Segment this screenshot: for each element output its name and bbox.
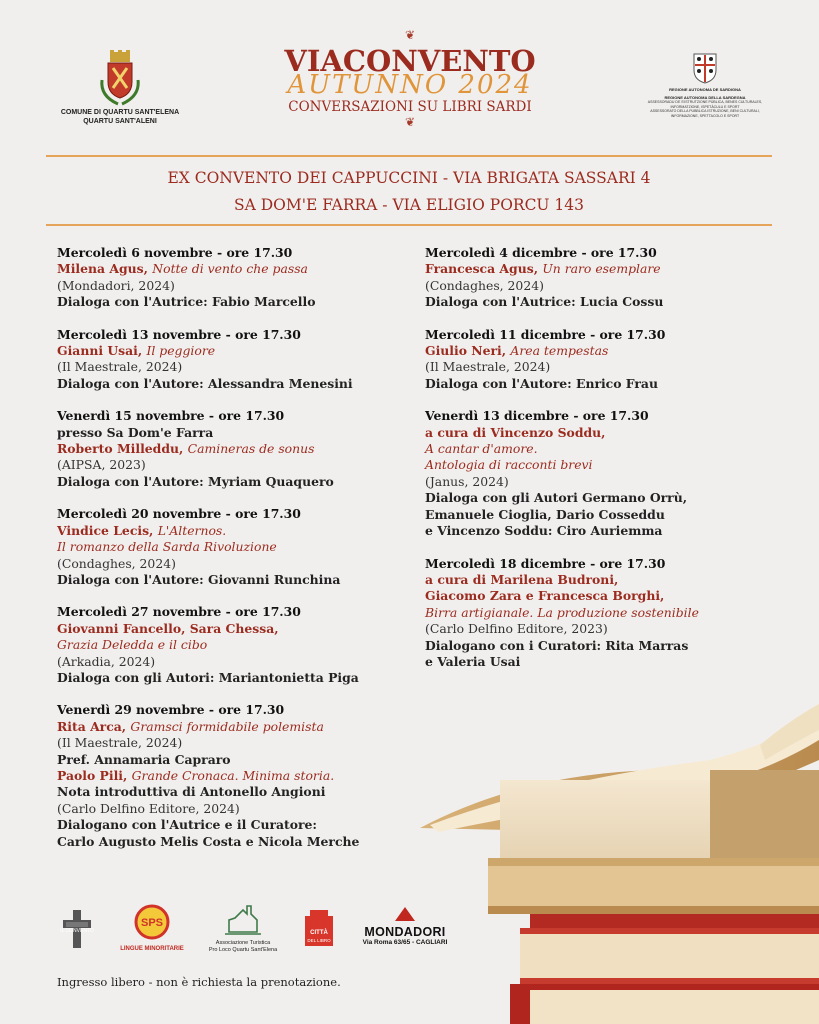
events-column-november [57, 245, 417, 866]
event-dialogue: Nota introduttiva di Antonello Angioni [57, 784, 326, 800]
event-subtitle: CONVERSAZIONI SU LIBRI SARDI [288, 99, 532, 115]
event-dialogue: Dialoga con l'Autrice: Lucia Cossu [425, 294, 664, 310]
event-entry [425, 408, 765, 539]
proloco-text-2: Pro Loco Quartu Sant'Elena [208, 947, 278, 953]
event-book-title: Antologia di racconti brevi [425, 457, 593, 473]
event-author: Giulio Neri, [425, 343, 511, 359]
municipality-logo [60, 50, 180, 126]
lingue-minoritarie-logo [117, 902, 187, 953]
event-author: Gianni Usai, [57, 343, 147, 359]
divider-bottom [46, 224, 772, 226]
event-author: Roberto Milleddu, [57, 441, 188, 457]
ornament-top-icon: ❦ [404, 28, 416, 42]
mondadori-address: Via Roma 63/65 - CAGLIARI [362, 939, 448, 946]
event-dialogue: Dialoga con l'Autore: Enrico Frau [425, 375, 658, 391]
event-date: Mercoledì 18 dicembre - ore 17.30 [425, 555, 666, 571]
event-book-line [425, 441, 765, 457]
event-entry [425, 327, 765, 393]
coat-of-arms-icon [98, 50, 142, 108]
event-entry [425, 556, 765, 671]
event-publisher: (Condaghes, 2024) [57, 555, 176, 571]
proloco-text-1: Associazione Turistica [215, 940, 271, 946]
event-entry [57, 327, 417, 393]
event-publisher: (Carlo Delfino Editore, 2023) [425, 621, 608, 637]
event-book-title: Grazia Deledda e il cibo [57, 637, 208, 653]
event-date: Mercoledì 6 novembre - ore 17.30 [57, 245, 293, 260]
event-book-line [425, 425, 765, 441]
venue-line-2: SA DOM'E FARRA - VIA ELIGIO PORCU 143 [233, 196, 585, 214]
event-book-line [57, 523, 417, 539]
event-author: Giacomo Zara e Francesca Borghi, [425, 588, 665, 604]
event-book-line [57, 768, 417, 784]
convento-logo [57, 910, 97, 935]
event-dialogue: Carlo Augusto Melis Costa e Nicola Merche [57, 833, 360, 849]
event-entry [57, 506, 417, 588]
lingue-badge-text: SPS [140, 917, 164, 929]
ornament-bottom-icon: ❦ [404, 115, 416, 129]
region-shield-icon [692, 52, 718, 84]
event-date: Mercoledì 4 dicembre - ore 17.30 [425, 245, 657, 260]
event-author: Milena Agus, [57, 261, 153, 277]
event-date: Mercoledì 11 dicembre - ore 17.30 [425, 326, 666, 342]
events-column-december [425, 245, 765, 686]
event-date: Mercoledì 27 novembre - ore 17.30 [57, 604, 301, 620]
mondadori-logo [353, 906, 457, 946]
event-publisher: (Arkadia, 2024) [57, 653, 156, 669]
masthead [230, 28, 590, 129]
citta-del-libro-logo [301, 908, 337, 944]
event-publisher: (Janus, 2024) [425, 473, 509, 489]
partner-logos [55, 902, 475, 962]
event-publisher: (Il Maestrale, 2024) [57, 359, 183, 375]
event-book-line [57, 719, 417, 735]
venue-line-1: EX CONVENTO DEI CAPPUCCINI - VIA BRIGATA SASSARI 4 [167, 169, 651, 187]
event-author: Paolo Pili, [57, 767, 132, 783]
event-dialogue: e Vincenzo Soddu: Ciro Auriemma [425, 523, 663, 539]
event-publisher: (Carlo Delfino Editore, 2024) [57, 800, 240, 816]
event-entry [57, 604, 417, 686]
event-author: Vindice Lecis, [57, 522, 158, 538]
event-book-line [57, 261, 417, 277]
event-book-title: Camineras de sonus [187, 441, 315, 457]
region-logo [640, 52, 770, 118]
event-book-title: Area tempestas [510, 343, 609, 359]
event-dialogue: Dialoga con l'Autore: Myriam Quaquero [57, 473, 334, 489]
event-dialogue: Dialoga con gli Autori Germano Orrù, [425, 490, 688, 506]
municipality-name: COMUNE DI QUARTU SANT'ELENA [60, 109, 180, 116]
event-date: Venerdì 15 novembre - ore 17.30 [57, 408, 285, 424]
lingue-logo-text: LINGUE MINORITARIE [120, 946, 184, 952]
lingue-badge-icon [130, 902, 174, 942]
event-dialogue: Dialoga con l'Autore: Giovanni Runchina [57, 571, 341, 587]
event-book-line [57, 621, 417, 637]
event-dialogue: presso Sa Dom'e Farra [57, 424, 214, 440]
event-author: Giovanni Fancello, Sara Chessa, [57, 620, 279, 636]
event-book-title: Birra artigianale. La produzione sostenibile [425, 604, 699, 620]
event-entry [425, 245, 765, 311]
event-book-line [425, 343, 765, 359]
event-dialogue: Dialoga con l'Autrice: Fabio Marcello [57, 294, 316, 310]
event-book-line [425, 605, 765, 621]
event-season: AUTUNNO 2024 [287, 70, 533, 100]
event-publisher: (Condaghes, 2024) [425, 277, 544, 293]
event-book-title: Notte di vento che passa [152, 261, 308, 277]
citta-text-2: DEL LIBRO [307, 938, 331, 943]
event-author: Francesca Agus, [425, 261, 543, 277]
event-book-line [425, 457, 765, 473]
event-book-line [57, 343, 417, 359]
event-book-line [57, 539, 417, 555]
event-title: VIACONVENTO [284, 44, 536, 78]
mondadori-name: MONDADORI [364, 925, 446, 939]
event-author: a cura di Vincenzo Soddu, [425, 424, 606, 440]
event-date: Mercoledì 20 novembre - ore 17.30 [57, 506, 301, 522]
event-dialogue: Dialogano con l'Autrice e il Curatore: [57, 817, 318, 833]
proloco-logo [197, 902, 289, 954]
event-dialogue: Dialoga con l'Autore: Alessandra Menesini [57, 375, 353, 391]
event-book-title: Gramsci formidabile polemista [130, 718, 324, 734]
event-book-line [425, 572, 765, 588]
event-date: Venerdì 29 novembre - ore 17.30 [57, 702, 285, 718]
convento-logo-text: IL CONVENTO [60, 928, 94, 934]
event-book-title: Un raro esemplare [542, 261, 661, 277]
event-entry [57, 408, 417, 490]
event-dialogue: Pref. Annamaria Capraro [57, 751, 231, 767]
event-publisher: (Il Maestrale, 2024) [57, 735, 183, 751]
region-dept-sardinian: ASSESSORADU DE S'ISTRUTZIONE PÙBLICA, BENES CULTURALES, INFORMATZIONE, ISPETÀCULU E SPORT [647, 100, 763, 109]
books-stack-illustration [410, 700, 819, 1024]
event-book-line [425, 261, 765, 277]
region-dept: ASSESSORATO DELLA PUBBLICA ISTRUZIONE, BENI CULTURALI, INFORMAZIONE, SPETTACOLO E SPORT [650, 109, 760, 118]
divider-top [46, 155, 772, 157]
footer-note: Ingresso libero - non è richiesta la prenotazione. [57, 975, 341, 989]
event-date: Venerdì 13 dicembre - ore 17.30 [425, 408, 649, 424]
event-author: a cura di Marilena Budroni, [425, 571, 619, 587]
event-book-line [57, 441, 417, 457]
event-dialogue: e Valeria Usai [425, 653, 521, 669]
event-book-title: A cantar d'amore. [425, 441, 538, 457]
event-dialogue: Emanuele Cioglia, Dario Cosseddu [425, 506, 665, 522]
event-entry [57, 702, 417, 850]
region-name: REGIONE AUTONOMA DELLA SARDEGNA [664, 95, 746, 100]
citta-text-1: CITTÀ [310, 930, 328, 936]
event-book-title: L'Alternos. [157, 522, 227, 538]
mondadori-rose-icon [395, 907, 415, 921]
event-publisher: (Il Maestrale, 2024) [425, 359, 551, 375]
event-book-title: Il romanzo della Sarda Rivoluzione [57, 539, 277, 555]
event-dialogue: Dialogano con i Curatori: Rita Marras [425, 637, 689, 653]
event-book-line [57, 637, 417, 653]
event-dialogue: Dialoga con gli Autori: Mariantonietta Piga [57, 669, 359, 685]
event-book-line [425, 588, 765, 604]
event-publisher: (AIPSA, 2023) [57, 457, 146, 473]
event-book-title: Il peggiore [146, 343, 216, 359]
region-name-sardinian: REGIONE AUTONOMA DE SARDIGNA [669, 87, 741, 92]
municipality-name-sardinian: QUARTU SANT'ALENI [83, 118, 157, 125]
event-book-title: Grande Cronaca. Minima storia. [131, 767, 335, 783]
event-publisher: (Mondadori, 2024) [57, 277, 175, 293]
church-icon [223, 902, 263, 936]
event-author: Rita Arca, [57, 718, 131, 734]
event-date: Mercoledì 13 novembre - ore 17.30 [57, 326, 301, 342]
event-entry [57, 245, 417, 311]
